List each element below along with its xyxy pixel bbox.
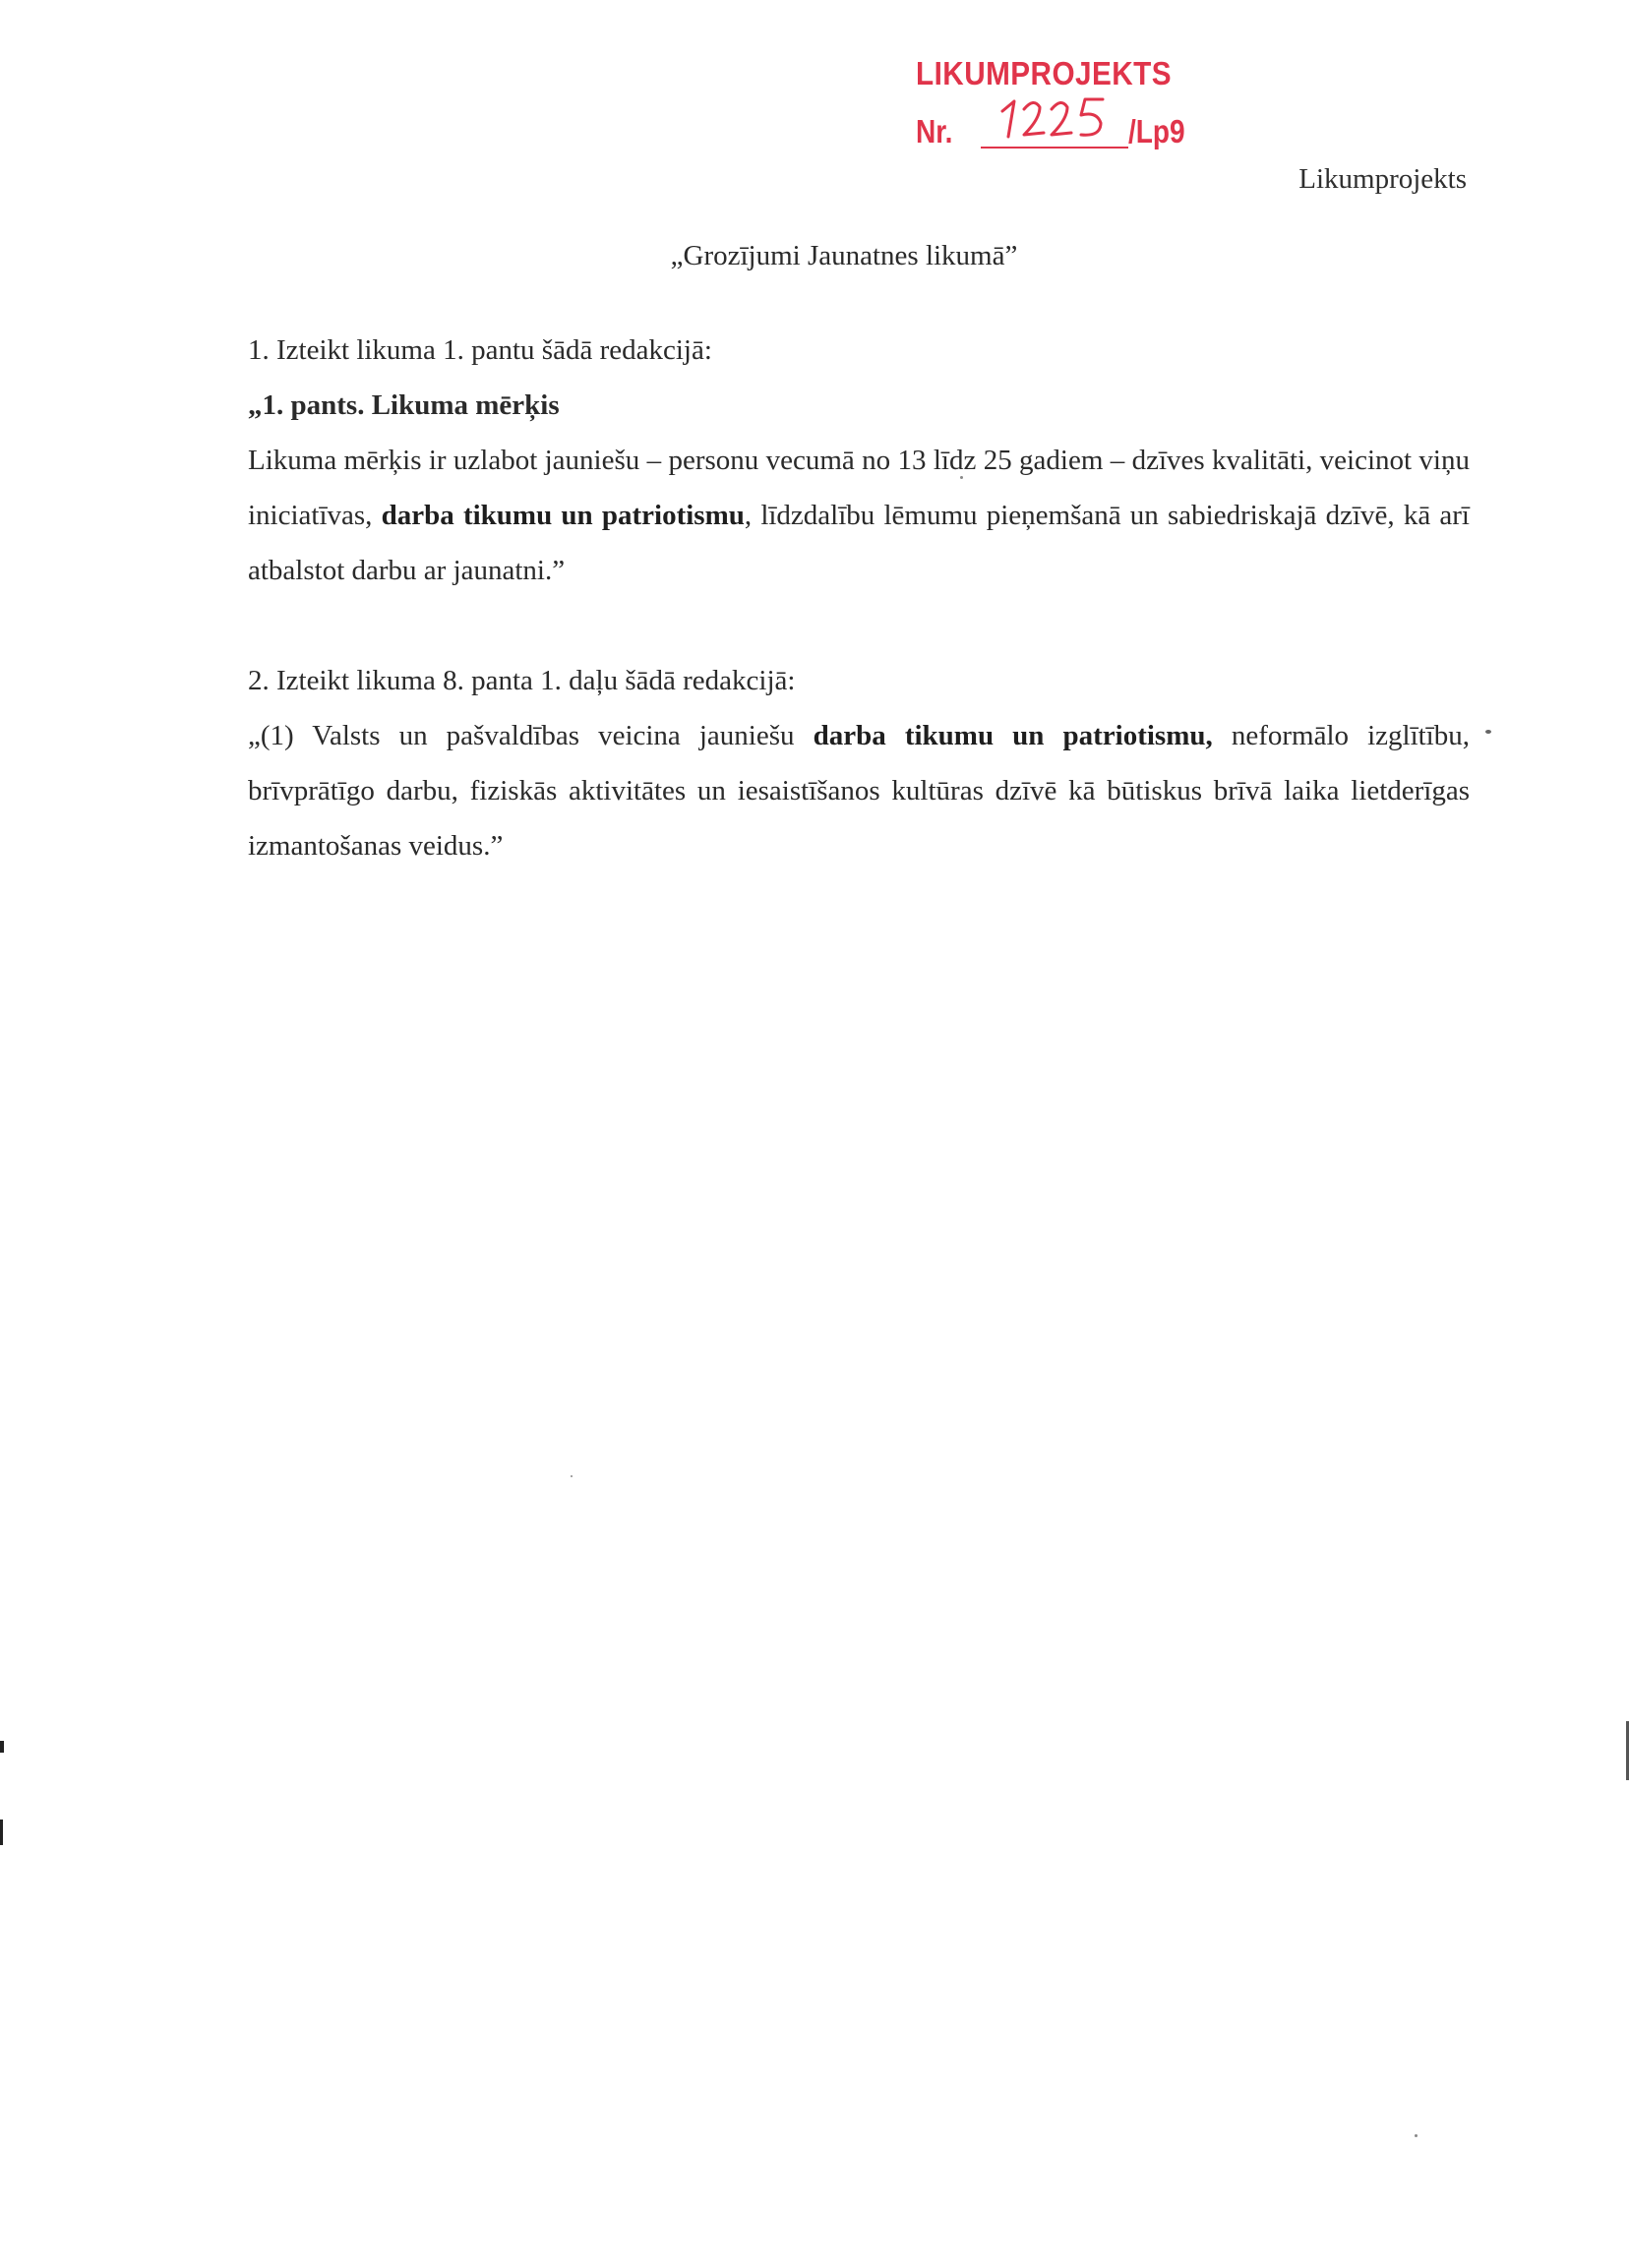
registration-stamp: [910, 55, 1185, 149]
header-label: Likumprojekts: [1298, 163, 1467, 195]
document-title: „Grozījumi Jaunatnes likumā”: [670, 240, 1018, 271]
section-2-paragraph: [248, 708, 1470, 873]
section-2-intro: 2. Izteikt likuma 8. panta 1. daļu šādā redakcijā:: [248, 665, 796, 696]
section-1-text-bold: darba tikumu un patriotismu: [381, 500, 745, 531]
stamp-suffix: /Lp9: [1128, 113, 1185, 149]
scan-edge-mark: [0, 1741, 4, 1753]
stamp-underline: [981, 147, 1128, 149]
scan-speck: [1485, 730, 1491, 734]
paragraph-gap: [248, 598, 1470, 653]
scan-edge-mark: [0, 1820, 3, 1845]
section-1-text-before: Likuma mērķis ir uzlabot jauniešu – personu vecumā no 13 līdz 25 gadiem – dzīves kvalitāti, veicinot viņu iniciatīvas,: [248, 445, 1470, 531]
handwritten-number: [995, 93, 1122, 143]
section-2-text-bold: darba tikumu un patriotismu,: [813, 720, 1213, 751]
section-1-paragraph: [248, 433, 1470, 598]
section-2-text-before: „(1) Valsts un pašvaldības veicina jauniešu: [248, 720, 814, 751]
stamp-nr-prefix: Nr.: [916, 113, 953, 149]
scan-speck: [960, 476, 963, 479]
document-body: [248, 323, 1470, 873]
section-1-intro: 1. Izteikt likuma 1. pantu šādā redakcijā:: [248, 334, 712, 366]
stamp-number-line: [910, 105, 1185, 149]
section-1-heading: „1. pants. Likuma mērķis: [248, 389, 560, 421]
section-2-text-after: neformālo izglītību, brīvprātīgo darbu, fiziskās aktivitātes un iesaistīšanos kultūras dzīvē kā būtiskus brīvā laika lietderīgas izmantošanas veidus.”: [248, 720, 1470, 862]
section-1-text-after: , līdzdalību lēmumu pieņemšanā un sabiedriskajā dzīvē, kā arī atbalstot darbu ar jaunatni.”: [248, 500, 1470, 586]
scan-speck: [1415, 2134, 1418, 2137]
stamp-title: LIKUMPROJEKTS: [916, 55, 1172, 91]
scan-speck: [571, 1475, 573, 1477]
